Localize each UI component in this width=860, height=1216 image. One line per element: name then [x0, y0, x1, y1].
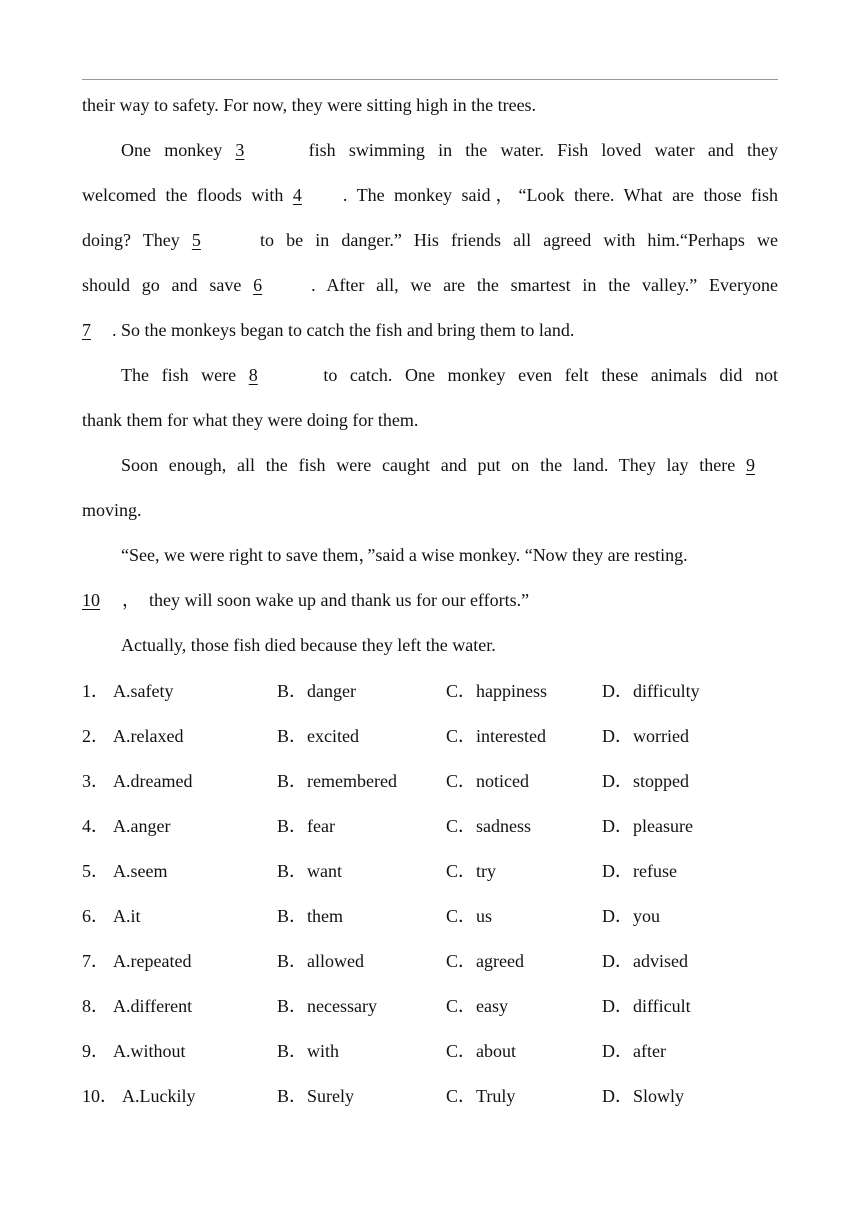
option-d[interactable]: D．stopped — [602, 771, 689, 791]
blank-7[interactable]: 7 — [82, 320, 91, 340]
question-row — [82, 1040, 778, 1062]
question-number: 5． — [82, 861, 109, 881]
passage-line-6: 7 . So the monkeys began to catch the fish and bring them to land. — [82, 320, 575, 340]
question-number: 7． — [82, 951, 109, 971]
option-a[interactable]: A.safety — [113, 681, 174, 701]
passage-line-1: their way to safety. For now, they were sitting high in the trees. — [82, 95, 537, 115]
option-a[interactable]: A.it — [113, 906, 141, 926]
option-d[interactable]: D．pleasure — [602, 816, 693, 836]
blank-9[interactable]: 9 — [746, 455, 755, 475]
option-c[interactable]: C．agreed — [446, 951, 524, 971]
question-number: 10． — [82, 1086, 118, 1106]
option-b[interactable]: B．them — [277, 906, 343, 926]
question-row — [82, 995, 778, 1017]
option-d[interactable]: D．worried — [602, 726, 689, 746]
option-b[interactable]: B．remembered — [277, 771, 397, 791]
option-b[interactable]: B．with — [277, 1041, 340, 1061]
option-b[interactable]: B．fear — [277, 816, 335, 836]
option-c[interactable]: C．Truly — [446, 1086, 516, 1106]
question-row — [82, 905, 778, 927]
option-a[interactable]: A.seem — [113, 861, 168, 881]
blank-4[interactable]: 4 — [292, 185, 302, 205]
option-b[interactable]: B．necessary — [277, 996, 377, 1016]
question-row — [82, 860, 778, 882]
question-row — [82, 680, 778, 702]
option-b[interactable]: B．Surely — [277, 1086, 355, 1106]
option-a[interactable]: A.anger — [113, 816, 171, 836]
option-c[interactable]: C．happiness — [446, 681, 547, 701]
option-a[interactable]: A.dreamed — [113, 771, 193, 791]
option-d[interactable]: D．difficulty — [602, 681, 700, 701]
passage-line-9: Soon enough, all the fish were caught and put on the land. They lay there 9 — [121, 454, 778, 476]
blank-5[interactable]: 5 — [191, 230, 201, 250]
question-row — [82, 770, 778, 792]
passage-line-8: thank them for what they were doing for them. — [82, 410, 419, 430]
option-a[interactable]: A.different — [113, 996, 193, 1016]
option-c[interactable]: C．interested — [446, 726, 546, 746]
passage-line-12: 10 ， they will soon wake up and thank us for our efforts.” — [82, 590, 530, 610]
option-b[interactable]: B．excited — [277, 726, 359, 746]
blank-3[interactable]: 3 — [235, 140, 245, 160]
question-number: 9． — [82, 1041, 109, 1061]
blank-8[interactable]: 8 — [248, 365, 258, 385]
option-c[interactable]: C．noticed — [446, 771, 529, 791]
question-row — [82, 815, 778, 837]
option-c[interactable]: C．try — [446, 861, 497, 881]
option-b[interactable]: B．want — [277, 861, 342, 881]
option-d[interactable]: D．advised — [602, 951, 688, 971]
option-b[interactable]: B．allowed — [277, 951, 364, 971]
question-number: 2． — [82, 726, 109, 746]
question-number: 1． — [82, 681, 109, 701]
question-row — [82, 950, 778, 972]
passage-line-5: should go and save 6 . After all, we are the smartest in the valley.” Everyone — [82, 275, 779, 295]
question-number: 8． — [82, 996, 109, 1016]
option-c[interactable]: C．easy — [446, 996, 508, 1016]
question-row — [82, 1085, 778, 1107]
option-c[interactable]: C．us — [446, 906, 493, 926]
option-d[interactable]: D．after — [602, 1041, 666, 1061]
blank-6[interactable]: 6 — [253, 275, 263, 295]
blank-10[interactable]: 10 — [82, 590, 100, 610]
header-rule — [82, 79, 778, 80]
question-number: 4． — [82, 816, 109, 836]
option-a[interactable]: A.without — [113, 1041, 186, 1061]
passage-line-10: moving. — [82, 500, 142, 520]
passage-line-3: welcomed the floods with 4 . The monkey said，“Look there. What are those fish — [82, 185, 779, 205]
question-number: 6． — [82, 906, 109, 926]
option-d[interactable]: D．you — [602, 906, 660, 926]
question-number: 3． — [82, 771, 109, 791]
passage-line-13: Actually, those fish died because they left the water. — [121, 635, 496, 655]
option-a[interactable]: A.Luckily — [122, 1086, 196, 1106]
option-c[interactable]: C．about — [446, 1041, 516, 1061]
passage-line-7: The fish were 8 to catch. One monkey even felt these animals did not — [121, 365, 779, 385]
option-c[interactable]: C．sadness — [446, 816, 531, 836]
passage-line-2: One monkey 3 fish swimming in the water. Fish loved water and they — [121, 140, 779, 160]
option-d[interactable]: D．Slowly — [602, 1086, 685, 1106]
passage-line-4: doing? They 5 to be in danger.” His friends all agreed with him.“Perhaps we — [82, 230, 779, 250]
option-a[interactable]: A.repeated — [113, 951, 192, 971]
option-d[interactable]: D．difficult — [602, 996, 691, 1016]
option-a[interactable]: A.relaxed — [113, 726, 184, 746]
option-d[interactable]: D．refuse — [602, 861, 677, 881]
option-b[interactable]: B．danger — [277, 681, 356, 701]
passage-line-11: “See, we were right to save them，”said a wise monkey. “Now they are resting. — [121, 545, 688, 565]
question-row — [82, 725, 778, 747]
